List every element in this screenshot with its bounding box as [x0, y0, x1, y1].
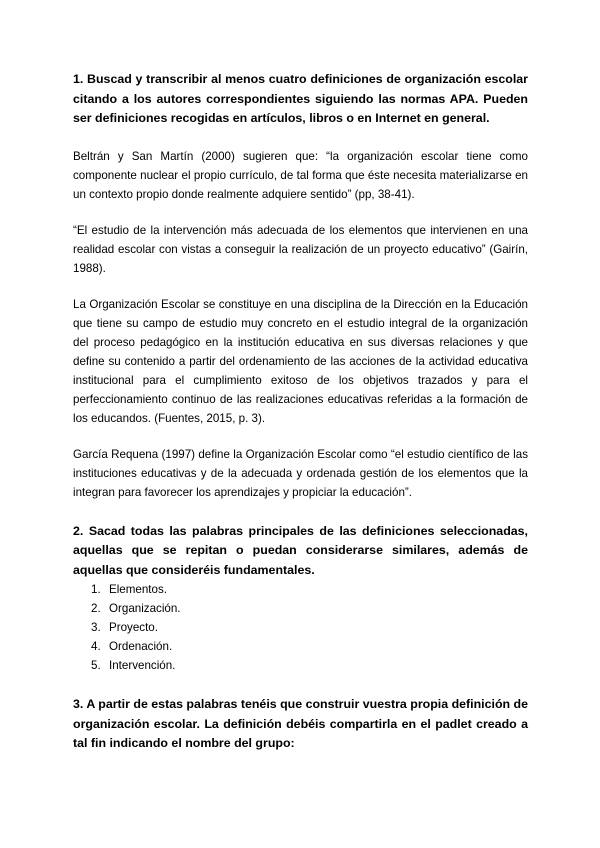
list-item	[73, 599, 528, 618]
question-1: 1. Buscad y transcribir al menos cuatro definiciones de organización escolar citando a los autores correspondientes siguiendo las normas APA. Pueden ser definiciones recogidas en artículos, libros o en Internet en general.	[73, 72, 528, 125]
document-page	[73, 70, 528, 754]
definition-garcia-requena: García Requena (1997) define la Organización Escolar como “el estudio científico de las instituciones educativas y de la adecuada y ordenada gestión de los elementos que la integran para favorecer los aprendizajes y propiciar la educación”.	[73, 447, 528, 499]
list-item-number: 4.	[91, 640, 101, 653]
list-item-text: Organización.	[109, 602, 181, 615]
list-item-text: Elementos.	[109, 583, 167, 596]
list-item-text: Intervención.	[109, 659, 176, 672]
list-item-text: Ordenación.	[109, 640, 173, 653]
key-words-list	[73, 580, 528, 675]
list-item-number: 2.	[91, 602, 101, 615]
list-item	[73, 580, 528, 599]
list-item-number: 5.	[91, 659, 101, 672]
question-3: 3. A partir de estas palabras tenéis que construir vuestra propia definición de organización escolar. La definición debéis compartirla en el padlet creado a tal fin indicando el nombre del grupo:	[73, 697, 528, 750]
list-item-number: 1.	[91, 583, 101, 596]
definition-gairin: “El estudio de la intervención más adecuada de los elementos que intervienen en una realidad escolar con vistas a conseguir la realización de un proyecto educativo” (Gairín, 1988).	[73, 223, 528, 275]
list-item	[73, 656, 528, 675]
question-2: 2. Sacad todas las palabras principales de las definiciones seleccionadas, aquellas que se repitan o puedan considerarse similares, además de aquellas que consideréis fundamentales.	[73, 523, 528, 577]
list-item-text: Proyecto.	[109, 621, 158, 634]
list-item	[73, 637, 528, 656]
definition-beltran: Beltrán y San Martín (2000) sugieren que: “la organización escolar tiene como componente nuclear el propio currículo, de tal forma que éste necesita materializarse en un contexto propio donde realmente adquiere sentido” (pp, 38-41).	[73, 149, 528, 201]
list-item	[73, 618, 528, 637]
definition-fuentes: La Organización Escolar se constituye en una disciplina de la Dirección en la Educación que tiene su campo de estudio muy concreto en el estudio integral de la organización del proceso pedagógico en la institución educativa en sus diversas relaciones y que define su contenido a partir del ordenamiento de las acciones de la actividad educativa institucional para el cumplimiento exitoso de los objetivos trazados y para el perfeccionamiento continuo de las realizaciones educativas referidas a la formación de los educandos. (Fuentes, 2015, p. 3).	[73, 297, 528, 425]
list-item-number: 3.	[91, 621, 101, 634]
